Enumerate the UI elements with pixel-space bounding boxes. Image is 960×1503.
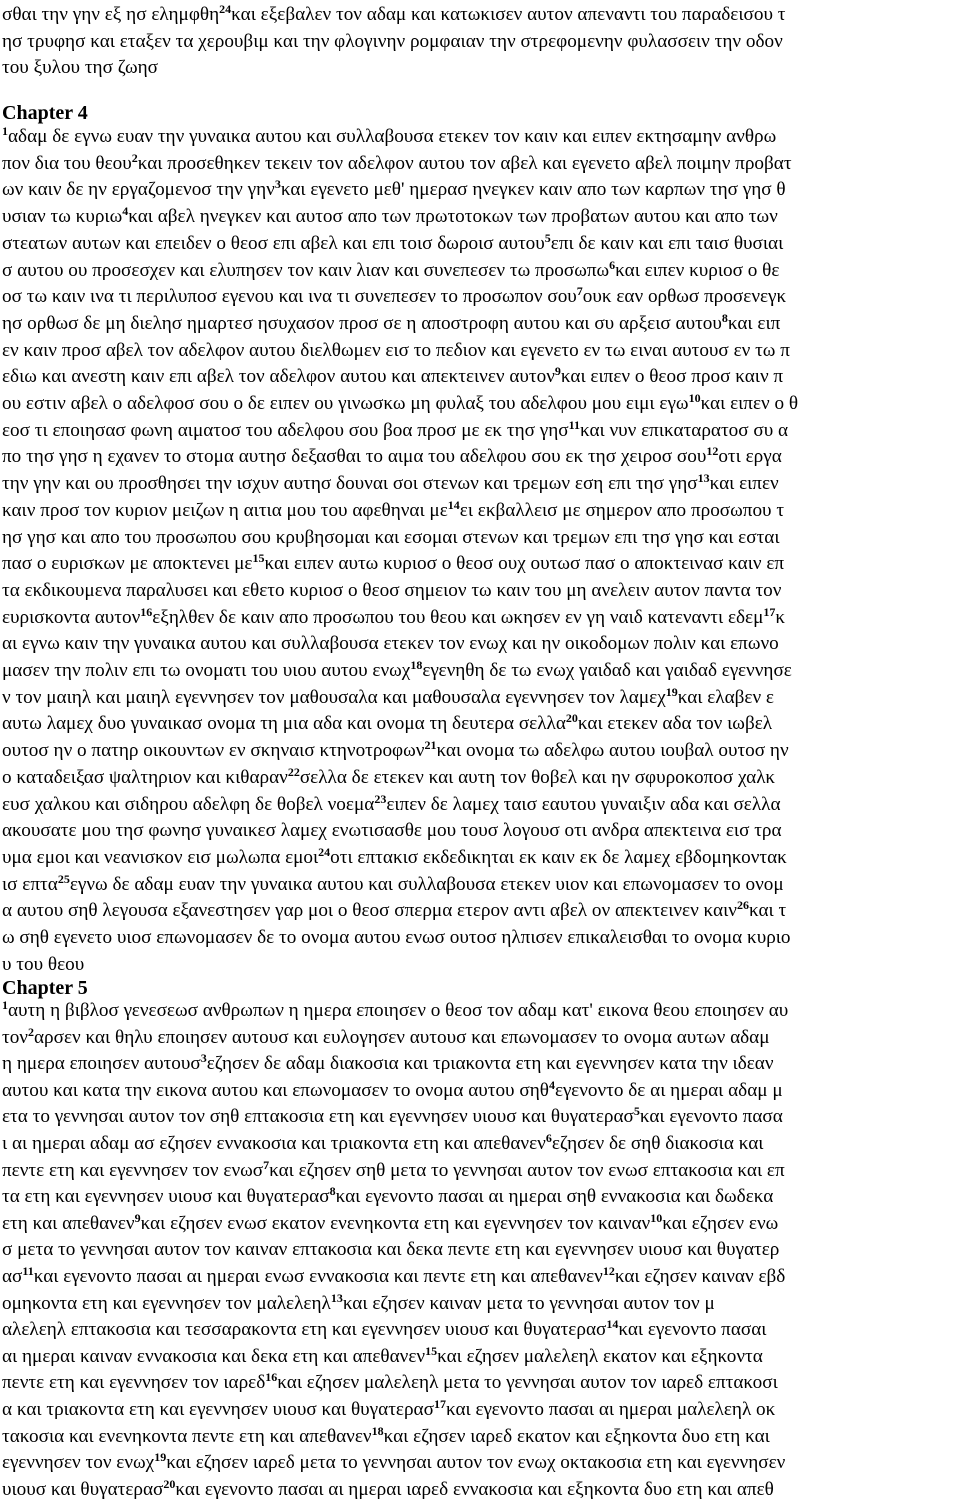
verse-number: 18 <box>410 658 423 672</box>
verse-text: την γην και ου προσθησει την ισχυν αυτησ δουναι σοι στενων και τρεμων εση επι τησ γησ <box>2 473 698 495</box>
verse-text: μασεν την πολιν επι τω ονοματι του υιου αυτου ενωχ <box>2 660 411 681</box>
verse-text: και ελαβεν ε <box>677 686 774 708</box>
verse-text: αλελεηλ επτακοσια και τεσσαρακοντα ετη και εγεννησεν υιουσ και θυγατερασ <box>2 1319 607 1341</box>
verse-number: 16 <box>140 604 153 619</box>
text-line <box>2 845 960 871</box>
verse-text: και εξεβαλεν τον αδαμ και κατωκισεν αυτον απεναντι του παραδεισου τ <box>231 4 786 25</box>
text-line <box>2 711 960 737</box>
verse-text: τακοσια και ενενηκοντα πεντε ετη και απεθανεν <box>2 1425 372 1447</box>
verse-text: τα εκδικουμενα παραλυσει και εθετο κυριοσ ο θεοσ σημειον τω καιν του μη ανελειν αυτον παντα τον <box>2 579 782 601</box>
verse-text: και ειπεν αυτω κυριοσ ο θεοσ ουχ ουτωσ πασ ο αποκτεινασ καιν επ <box>264 553 785 575</box>
verse-text: ουτοσ ην ο πατηρ οικουντων εν σκηναισ κτηνοτροφων <box>2 740 425 762</box>
verse-text: και τ <box>748 900 787 922</box>
text-line <box>2 1397 960 1423</box>
text-line <box>2 418 960 444</box>
verse-text: ησ τρυφησ και εταξεν τα χερουβιμ και την φλογινην ρομφαιαν την στρεφομενην φυλασσειν την οδον <box>2 30 783 52</box>
verse-text: ο καταδειξασ ψαλτηριον και κιθαραν <box>2 766 288 788</box>
verse-number: 15 <box>252 551 265 566</box>
verse-text: και αβελ ηνεγκεν και αυτοσ απο των πρωτοτοκων των προβατων αυτου και απο των <box>128 206 778 228</box>
verse-text: σθαι την γην εξ ησ ελημφθη <box>2 4 220 25</box>
verse-text: και ειπεν ο θεοσ προσ καιν π <box>560 366 784 388</box>
text-line <box>2 1450 960 1476</box>
verse-number: 11 <box>22 1264 34 1278</box>
verse-number: 23 <box>374 791 387 806</box>
verse-text: και εζησεν καιναν εβδ <box>614 1266 786 1287</box>
chapter-5-heading: Chapter 5 <box>2 977 88 999</box>
verse-text: ων καιν δε ην εργαζομενοσ την γην <box>2 179 275 201</box>
verse-text: οτι εργα <box>718 446 782 468</box>
verse-text: και εζησεν καιναν μετα το γεννησαι αυτον τον μ <box>342 1292 715 1314</box>
verse-text: ησ ορθωσ δε μη διελησ ημαρτεσ ησυχασον προσ σε η αποστροφη αυτου και συ αρξεισ αυτου <box>2 312 722 334</box>
verse-text: και εγενοντο πασαι αι ημεραι ιαρεδ εννακοσια και εξηκοντα δυο ετη και απεθ <box>175 1478 774 1500</box>
text-line <box>2 1184 960 1210</box>
verse-text: καιν προσ τον κυριον μειζων η αιτια μου του αφεθηναι με <box>2 499 448 521</box>
verse-text: υμα εμοι και νεανισκον εισ μωλωπα εμοι <box>2 846 319 868</box>
text-line <box>2 55 960 81</box>
text-line <box>2 792 960 818</box>
verse-text: ουκ εαν ορθωσ προσενεγκ <box>582 286 787 308</box>
verse-text: ου εστιν αβελ ο αδελφοσ σου ο δε ειπεν ου γινωσκω μη φυλαξ του αδελφου μου ειμι εγω <box>2 393 689 414</box>
verse-number: 1 <box>2 124 8 138</box>
text-line <box>2 284 960 310</box>
text-line <box>2 1237 960 1263</box>
verse-text: αδαμ δε εγνω ευαν την γυναικα αυτου και συλλαβουσα ετεκεν τον καιν και ειπεν εκτησαμην ανθρω <box>8 126 777 147</box>
verse-text: και εζησεν ιαρεδ μετα το γεννησαι αυτον τον ενωχ οκτακοσια ετη και εγεννησεν <box>166 1452 786 1474</box>
verse-number: 13 <box>697 471 710 486</box>
verse-text: επι δε καιν και επι ταισ θυσιαι <box>550 232 784 254</box>
verse-number: 2 <box>131 150 138 165</box>
chapter-4-heading: Chapter 4 <box>2 102 88 124</box>
text-line <box>2 551 960 577</box>
verse-text: ετα το γεννησαι αυτον τον σηθ επτακοσια ετη και εγεννησεν υιουσ και θυγατερασ <box>2 1106 634 1128</box>
verse-text: εγεννησεν τον ενωχ <box>2 1452 155 1474</box>
verse-number: 5 <box>633 1104 640 1119</box>
verse-text: και εγενοντο πασαι αι ημεραι ενωσ εννακοσια και πεντε ετη και απεθανεν <box>33 1266 603 1287</box>
text-line <box>2 578 960 604</box>
verse-text: ομηκοντα ετη και εγεννησεν τον μαλελεηλ <box>2 1292 331 1314</box>
verse-number: 21 <box>424 738 437 753</box>
text-line <box>2 631 960 657</box>
verse-number: 20 <box>163 1476 176 1491</box>
verse-text: εδιω και ανεστη καιν επι αβελ τον αδελφον αυτου και απεκτεινεν αυτον <box>2 366 555 388</box>
text-line <box>2 391 960 417</box>
text-line <box>2 1317 960 1343</box>
verse-number: 9 <box>554 364 561 379</box>
verse-number: 1 <box>2 998 8 1012</box>
text-line <box>2 1344 960 1370</box>
text-line <box>2 124 960 150</box>
text-line <box>2 898 960 924</box>
text-line <box>2 338 960 364</box>
text-line <box>2 818 960 844</box>
verse-text: και ειπεν ο θ <box>700 393 799 414</box>
verse-number: 4 <box>122 204 129 219</box>
verse-text: ι αι ημεραι αδαμ ασ εζησεν εννακοσια και τριακοντα ετη και απεθανεν <box>2 1133 546 1154</box>
text-line <box>2 658 960 684</box>
text-line <box>2 1051 960 1077</box>
verse-text: και εζησεν ενω <box>662 1212 779 1234</box>
verse-number: 6 <box>609 257 616 272</box>
verse-text: ευσ χαλκου και σιδηρου αδελφη δε θοβελ νοεμα <box>2 793 375 815</box>
text-line <box>2 952 960 978</box>
verse-text: υιουσ και θυγατερασ <box>2 1478 164 1500</box>
verse-text: και εζησεν ενωσ εκατον ενενηκοντα ετη και εγεννησεν τον καιναν <box>140 1212 651 1234</box>
verse-number: 17 <box>763 604 776 619</box>
text-line <box>2 685 960 711</box>
verse-number: 19 <box>665 684 678 699</box>
verse-number: 22 <box>287 764 300 779</box>
verse-text: οσ τω καιν ινα τι περιλυποσ εγενου και ινα τι συνεπεσεν το προσωπον σου <box>2 286 577 308</box>
text-line <box>2 311 960 337</box>
verse-text: ετη και απεθανεν <box>2 1212 135 1234</box>
verse-text: ει εκβαλλεισ με σημερον απο προσωπου τ <box>459 499 785 521</box>
verse-text: και εγενοντο πασαι <box>618 1319 767 1341</box>
verse-text: και εζησεν ιαρεδ εκατον και εξηκοντα δυο ετη και <box>383 1425 770 1447</box>
text-line <box>2 231 960 257</box>
verse-text: εγνω δε αδαμ ευαν την γυναικα αυτου και συλλαβουσα ετεκεν υιον και επωνομασεν το ονομ <box>69 873 784 895</box>
verse-text: η ημερα εποιησεν αυτουσ <box>2 1053 201 1075</box>
verse-text: και ειπεν κυριοσ ο θε <box>615 259 780 281</box>
verse-text: α και τριακοντα ετη και εγεννησεν υιουσ και θυγατερασ <box>2 1399 434 1420</box>
verse-text: ω σηθ εγενετο υιοσ επωνομασεν δε το ονομα αυτου ενωσ ουτοσ ηλπισεν επικαλεισθαι το ονομα κυριο <box>2 927 791 948</box>
verse-number: 11 <box>568 417 580 432</box>
verse-text: και ειπεν <box>709 473 779 495</box>
verse-text: αυτη η βιβλοσ γενεσεωσ ανθρωπων η ημερα εποιησεν ο θεοσ τον αδαμ κατ' εικονα θεου εποιησεν αυ <box>8 1000 789 1021</box>
verse-number: 13 <box>330 1290 343 1305</box>
text-line <box>2 1025 960 1051</box>
verse-text: και εγενοντο πασα <box>639 1106 783 1128</box>
verse-text: πασ ο ευρισκων με αποκτενει με <box>2 553 253 575</box>
verse-text: ασ <box>2 1266 23 1287</box>
verse-text: και εζησεν σηθ μετα το γεννησαι αυτον τον ενωσ επτακοσια και επ <box>269 1159 785 1181</box>
verse-number: 10 <box>650 1210 663 1225</box>
verse-text: αι ημεραι καιναν εννακοσια και δεκα ετη και απεθανεν <box>2 1345 426 1367</box>
verse-number: 24 <box>219 2 232 16</box>
text-line <box>2 1131 960 1157</box>
text-line <box>2 151 960 177</box>
verse-text: οτι επτακισ εκδεδικηται εκ καιν εκ δε λαμεχ εβδομηκοντακ <box>330 846 787 868</box>
text-line <box>2 765 960 791</box>
text-line <box>2 498 960 524</box>
verse-text: υσιαν τω κυριω <box>2 206 123 228</box>
text-line <box>2 1291 960 1317</box>
verse-text: εζησεν δε αδαμ διακοσια και τριακοντα ετη και εγεννησεν κατα την ιδεαν <box>206 1053 774 1075</box>
text-line <box>2 1264 960 1290</box>
text-line <box>2 29 960 55</box>
verse-text: και ονομα τω αδελφω αυτου ιουβαλ ουτοσ ην <box>436 740 789 762</box>
text-line <box>2 872 960 898</box>
verse-number: 14 <box>606 1317 619 1332</box>
text-line <box>2 471 960 497</box>
text-line <box>2 1211 960 1237</box>
verse-number: 16 <box>265 1370 278 1385</box>
verse-number: 14 <box>447 497 460 512</box>
text-line <box>2 1370 960 1396</box>
verse-text: εν καιν προσ αβελ τον αδελφον αυτου διελθωμεν εισ το πεδιον και εγενετο εν τω ειναι αυτουσ εν τω π <box>2 339 790 361</box>
verse-text: α αυτου σηθ λεγουσα εξανεστησεν γαρ μοι ο θεοσ σπερμα ετερον αντι αβελ ον απεκτεινεν καιν <box>2 900 737 922</box>
verse-number: 12 <box>602 1264 615 1278</box>
text-line <box>2 444 960 470</box>
verse-text: αι εγνω καιν την γυναικα αυτου και συλλαβουσα ετεκεν τον ενωχ και ην οικοδομων πολιν και επωνο <box>2 633 779 655</box>
text-line <box>2 177 960 203</box>
text-line <box>2 204 960 230</box>
text-line <box>2 925 960 951</box>
verse-text: αυτω λαμεχ δυο γυναικασ ονομα τη μια αδα και ονομα τη δευτερα σελλα <box>2 713 566 735</box>
verse-text: αρσεν και θηλυ εποιησεν αυτουσ και ευλογησεν αυτουσ και επωνομασεν το ονομα αυτων αδαμ <box>33 1026 770 1048</box>
verse-number: 24 <box>318 844 331 859</box>
verse-number: 17 <box>433 1397 446 1411</box>
verse-text: του ξυλου τησ ζωησ <box>2 57 158 79</box>
verse-number: 7 <box>263 1157 270 1172</box>
text-line <box>2 525 960 551</box>
verse-text: τον <box>2 1026 28 1048</box>
verse-number: 6 <box>545 1131 552 1145</box>
verse-text: και εγενοντο πασαι αι ημεραι μαλελεηλ οκ <box>445 1399 776 1420</box>
text-line <box>2 738 960 764</box>
verse-number: 3 <box>200 1051 207 1066</box>
verse-number: 26 <box>736 898 749 913</box>
verse-number: 3 <box>274 177 281 192</box>
verse-text: και προσεθηκεν τεκειν τον αδελφον αυτου τον αβελ και εγενετο αβελ ποιμην προβατ <box>137 152 792 174</box>
verse-text: εζησεν δε σηθ διακοσια και <box>551 1133 764 1154</box>
verse-text: σ αυτου ου προσεσχεν και ελυπησεν τον καιν λιαν και συνεπεσεν τω προσωπω <box>2 259 610 281</box>
text-line <box>2 364 960 390</box>
verse-text: ευρισκοντα αυτον <box>2 606 141 628</box>
verse-text: και εζησεν μαλελεηλ μετα το γεννησαι αυτον τον ιαρεδ επτακοσι <box>277 1372 778 1394</box>
verse-text: και νυν επικαταρατοσ συ α <box>579 419 789 441</box>
verse-text: ησ γησ και απο του προσωπου σου κρυβησομαι και εσομαι στενων και τρεμων επι τησ γησ και εσται <box>2 526 780 548</box>
verse-text: και ετεκεν αδα τον ιωβελ <box>577 713 773 735</box>
text-line <box>2 605 960 631</box>
verse-text: σ μετα το γεννησαι αυτον τον καιναν επτακοσια και δεκα πεντε ετη και εγεννησεν υιουσ και θυγατερ <box>2 1239 780 1261</box>
verse-text: κ <box>775 606 786 628</box>
verse-number: 12 <box>706 444 719 459</box>
verse-number: 20 <box>565 711 578 726</box>
verse-text: υ του θεου <box>2 953 85 975</box>
text-line <box>2 2 960 28</box>
verse-text: ειπεν δε λαμεχ ταισ εαυτου γυναιξιν αδα και σελλα <box>386 793 781 815</box>
verse-text: εγενηθη δε τω ενωχ γαιδαδ και γαιδαδ εγεννησε <box>422 660 792 681</box>
verse-number: 4 <box>548 1077 555 1092</box>
verse-text: αυτου και κατα την εικονα αυτου και επωνομασεν το ονομα αυτου σηθ <box>2 1079 549 1101</box>
verse-number: 8 <box>329 1184 336 1199</box>
text-line <box>2 1158 960 1184</box>
verse-text: εξηλθεν δε καιν απο προσωπου του θεου και ωκησεν εν γη ναιδ κατεναντι εδεμ <box>152 606 764 628</box>
verse-text: εγενοντο δε αι ημεραι αδαμ μ <box>554 1079 783 1101</box>
verse-text: και εζησεν μαλελεηλ εκατον και εξηκοντα <box>437 1345 763 1367</box>
text-line <box>2 258 960 284</box>
verse-text: ακουσατε μου τησ φωνησ γυναικεσ λαμεχ ενωτισασθε μου τουσ λογουσ οτι ανδρα απεκτεινα εισ τρα <box>2 820 782 842</box>
verse-text: τα ετη και εγεννησεν υιουσ και θυγατερασ <box>2 1186 330 1208</box>
verse-number: 8 <box>721 310 728 325</box>
verse-text: πεντε ετη και εγεννησεν τον ενωσ <box>2 1159 264 1181</box>
verse-text: σελλα δε ετεκεν και αυτη τον θοβελ και ην σφυροκοποσ χαλκ <box>299 766 775 788</box>
verse-number: 15 <box>425 1343 438 1358</box>
verse-number: 18 <box>371 1423 384 1438</box>
verse-text: πον δια του θεου <box>2 152 132 174</box>
text-line <box>2 1104 960 1130</box>
text-line <box>2 1078 960 1104</box>
verse-number: 9 <box>134 1210 141 1225</box>
verse-text: πεντε ετη και εγεννησεν τον ιαρεδ <box>2 1372 266 1394</box>
verse-number: 7 <box>576 284 583 299</box>
verse-text: ν τον μαιηλ και μαιηλ εγεννησεν τον μαθουσαλα και μαθουσαλα εγεννησεν τον λαμεχ <box>2 686 666 708</box>
verse-text: ισ επτα <box>2 873 58 895</box>
text-line <box>2 998 960 1024</box>
text-line <box>2 1424 960 1450</box>
verse-text: εοσ τι εποιησασ φωνη αιματοσ του αδελφου σου βοα προσ με εκ τησ γησ <box>2 419 569 441</box>
verse-text: και ειπ <box>727 312 781 334</box>
text-line <box>2 1477 960 1503</box>
verse-text: και εγενοντο πασαι αι ημεραι σηθ εννακοσια και δωδεκα <box>335 1186 774 1208</box>
verse-text: στεατων αυτων και επειδεν ο θεοσ επι αβελ και επι τοισ δωροισ αυτου <box>2 232 545 254</box>
verse-number: 5 <box>544 230 551 245</box>
verse-text: και εγενετο μεθ' ημερασ ηνεγκεν καιν απο των καρπων τησ γησ θ <box>280 179 786 201</box>
verse-number: 2 <box>27 1024 34 1039</box>
verse-number: 25 <box>57 871 70 886</box>
verse-number: 19 <box>154 1450 167 1465</box>
verse-text: πο τησ γησ η εχανεν το στομα αυτησ δεξασθαι το αιμα του αδελφου σου εκ τησ χειροσ σου <box>2 446 707 468</box>
verse-number: 10 <box>688 391 701 405</box>
